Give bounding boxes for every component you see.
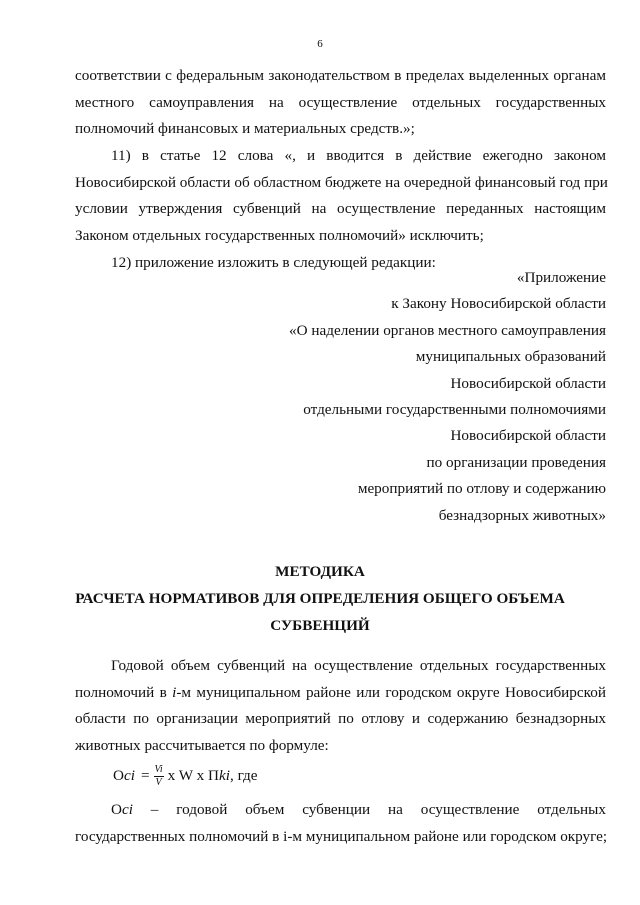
title-line: МЕТОДИКА	[275, 563, 365, 580]
paragraph-method-intro	[75, 653, 606, 760]
formula-rest: x W x Пki, где	[167, 767, 258, 784]
definition-term: Оci	[111, 801, 133, 818]
formula-fraction	[154, 764, 164, 789]
appendix-line: к Закону Новосибирской области	[391, 295, 606, 313]
fraction-numerator: Vi	[154, 763, 163, 775]
appendix-line: Новосибирской области	[450, 427, 606, 445]
title-line: РАСЧЕТА НОРМАТИВОВ ДЛЯ ОПРЕДЕЛЕНИЯ ОБЩЕГО ОБЪЕМА	[75, 590, 565, 607]
formula-equals: =	[140, 767, 150, 784]
appendix-line: безнадзорных животных»	[438, 506, 606, 524]
text-line: 11) в статье 12 слова «, и вводится в действие ежегодно законом	[111, 147, 606, 164]
text-line: Законом отдельных государственных полномочий» исключить;	[75, 227, 484, 245]
appendix-line: «О наделении органов местного самоуправления	[289, 321, 606, 339]
fraction-denominator: V	[155, 776, 162, 788]
text-line: полномочий финансовых и материальных средств.»;	[75, 120, 415, 138]
text-line: области по организации мероприятий по отлову и содержанию безнадзорных	[75, 710, 606, 728]
appendix-line: Новосибирской области	[450, 374, 606, 392]
paragraph-continuation	[75, 63, 606, 143]
page-number: 6	[317, 38, 323, 50]
text-line: соответствии с федеральным законодательством в пределах выделенных органам	[75, 67, 606, 84]
appendix-line: муниципальных образований	[415, 348, 606, 366]
document-title	[0, 558, 640, 639]
definition-oci	[75, 797, 606, 850]
appendix-line: отдельными государственными полномочиями	[303, 400, 606, 418]
title-line: СУБВЕНЦИЙ	[270, 617, 370, 634]
text-line	[75, 797, 606, 824]
text-line: полномочий в i-м муниципальном районе или городском округе Новосибирской	[75, 683, 606, 701]
definition-word: годовой	[176, 801, 228, 818]
text-line: 12) приложение изложить в следующей редакции:	[111, 254, 436, 271]
definition-word: субвенции	[302, 801, 371, 818]
definition-word: отдельных	[537, 801, 606, 818]
appendix-line: по организации проведения	[426, 453, 606, 471]
formula	[113, 756, 258, 796]
definition-word: объем	[245, 801, 285, 818]
text-line: животных рассчитывается по формуле:	[75, 737, 329, 755]
appendix-line: «Приложение	[516, 269, 606, 286]
definition-word: на	[388, 801, 403, 818]
appendix-line: мероприятий по отлову и содержанию	[357, 480, 606, 498]
text-line: условии утверждения субвенций на осуществление переданных настоящим	[75, 200, 606, 218]
definition-dash: –	[150, 801, 159, 818]
text-line: государственных полномочий в i-м муниципальном районе или городском округе;	[75, 827, 608, 845]
definition-word: осуществление	[420, 801, 520, 818]
text-line: Новосибирской области об областном бюджете на очередной финансовый год при	[75, 173, 608, 191]
text-line: Годовой объем субвенций на осуществление отдельных государственных	[111, 657, 606, 674]
appendix-header	[200, 265, 606, 529]
formula-lhs: Оci	[113, 767, 135, 784]
paragraph-item-11	[75, 143, 606, 250]
text-line: местного самоуправления на осуществление отдельных государственных	[75, 93, 606, 111]
